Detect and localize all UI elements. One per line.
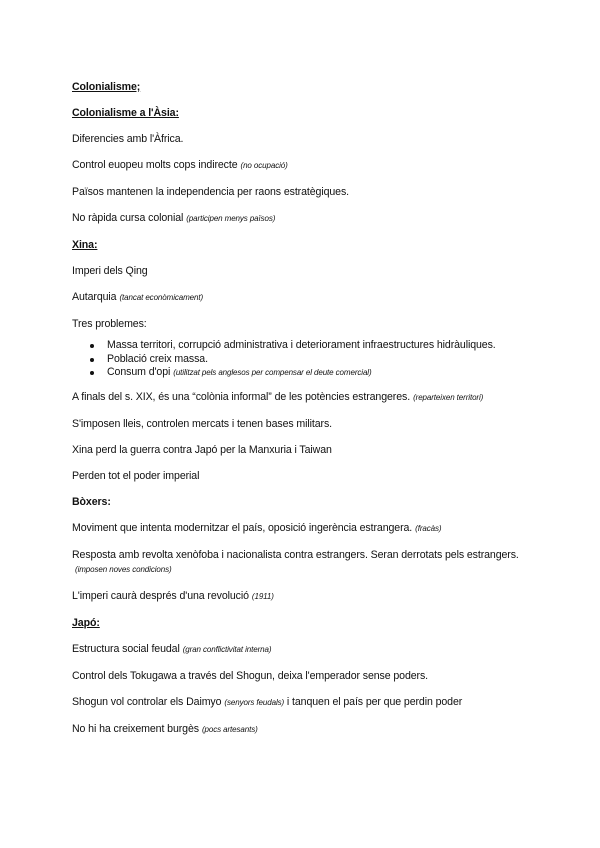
paragraph: Estructura social feudal (gran conflictivitat interna) bbox=[72, 642, 272, 655]
paragraph: A finals del s. XIX, és una “colònia informal” de les potències estrangeres. (reparteixen territori) bbox=[72, 390, 484, 403]
annotation: (no ocupació) bbox=[240, 161, 288, 170]
section-heading-boxers: Bòxers: bbox=[72, 495, 111, 508]
paragraph: Control euopeu molts cops indirecte (no ocupació) bbox=[72, 159, 288, 171]
paragraph: Tres problemes: bbox=[72, 318, 147, 330]
annotation: (fracàs) bbox=[415, 523, 442, 533]
section-heading-xina: Xina: bbox=[72, 239, 98, 251]
paragraph: Shogun vol controlar els Daimyo (senyors feudals) i tanquen el país per que perdin poder bbox=[72, 695, 463, 708]
list-item: Consum d'opi (utilitzat pels anglesos per compensar el deute comercial) bbox=[90, 366, 532, 380]
annotation: (tancat econòmicament) bbox=[119, 293, 204, 302]
annotation: (senyors feudals) bbox=[224, 697, 285, 707]
paragraph: No ràpida cursa colonial (participen menys països) bbox=[72, 212, 276, 224]
list-item: Massa territori, corrupció administrativa i deteriorament infraestructures hidràuliques. bbox=[90, 339, 532, 353]
list-item: Població creix massa. bbox=[90, 353, 532, 367]
paragraph: S'imposen lleis, controlen mercats i tenen bases militars. bbox=[72, 417, 333, 430]
annotation: (imposen noves condicions) bbox=[75, 564, 172, 574]
paragraph: Autarquia (tancat econòmicament) bbox=[72, 291, 204, 303]
paragraph: Control dels Tokugawa a través del Shogun, deixa l'emperador sense poders. bbox=[72, 669, 429, 682]
bullet-icon bbox=[90, 344, 94, 348]
problems-list bbox=[72, 339, 532, 380]
paragraph: Moviment que intenta modernitzar el país, oposició ingerència estrangera. (fracàs) bbox=[72, 521, 442, 534]
paragraph: Països mantenen la independencia per raons estratègiques. bbox=[72, 186, 349, 198]
paragraph: Imperi dels Qing bbox=[72, 265, 148, 277]
annotation: (reparteixen territori) bbox=[413, 392, 484, 402]
paragraph: Diferencies amb l'Àfrica. bbox=[72, 133, 184, 145]
section-heading-asia: Colonialisme a l'Àsia: bbox=[72, 107, 179, 119]
paragraph: Perden tot el poder imperial bbox=[72, 469, 200, 482]
annotation: (utilitzat pels anglesos per compensar el deute comercial) bbox=[173, 368, 372, 377]
annotation: (participen menys països) bbox=[186, 214, 276, 223]
paragraph: Xina perd la guerra contra Japó per la Manxuria i Taiwan bbox=[72, 443, 332, 456]
document-title: Colonialisme; bbox=[72, 81, 141, 93]
bullet-icon bbox=[90, 358, 94, 362]
annotation: (1911) bbox=[251, 591, 274, 601]
section-heading-japo: Japó: bbox=[72, 616, 100, 629]
paragraph: Resposta amb revolta xenòfoba i nacionalista contra estrangers. Seran derrotats pels estrangers.(imposen noves condicions) bbox=[72, 548, 519, 574]
annotation: (pocs artesants) bbox=[201, 724, 258, 734]
document-page bbox=[72, 80, 532, 749]
paragraph: No hi ha creixement burgès (pocs artesants) bbox=[72, 722, 258, 735]
paragraph: L'imperi caurà després d'una revolució (1911) bbox=[72, 589, 274, 602]
annotation: (gran conflictivitat interna) bbox=[182, 644, 272, 654]
bullet-icon bbox=[90, 371, 94, 375]
